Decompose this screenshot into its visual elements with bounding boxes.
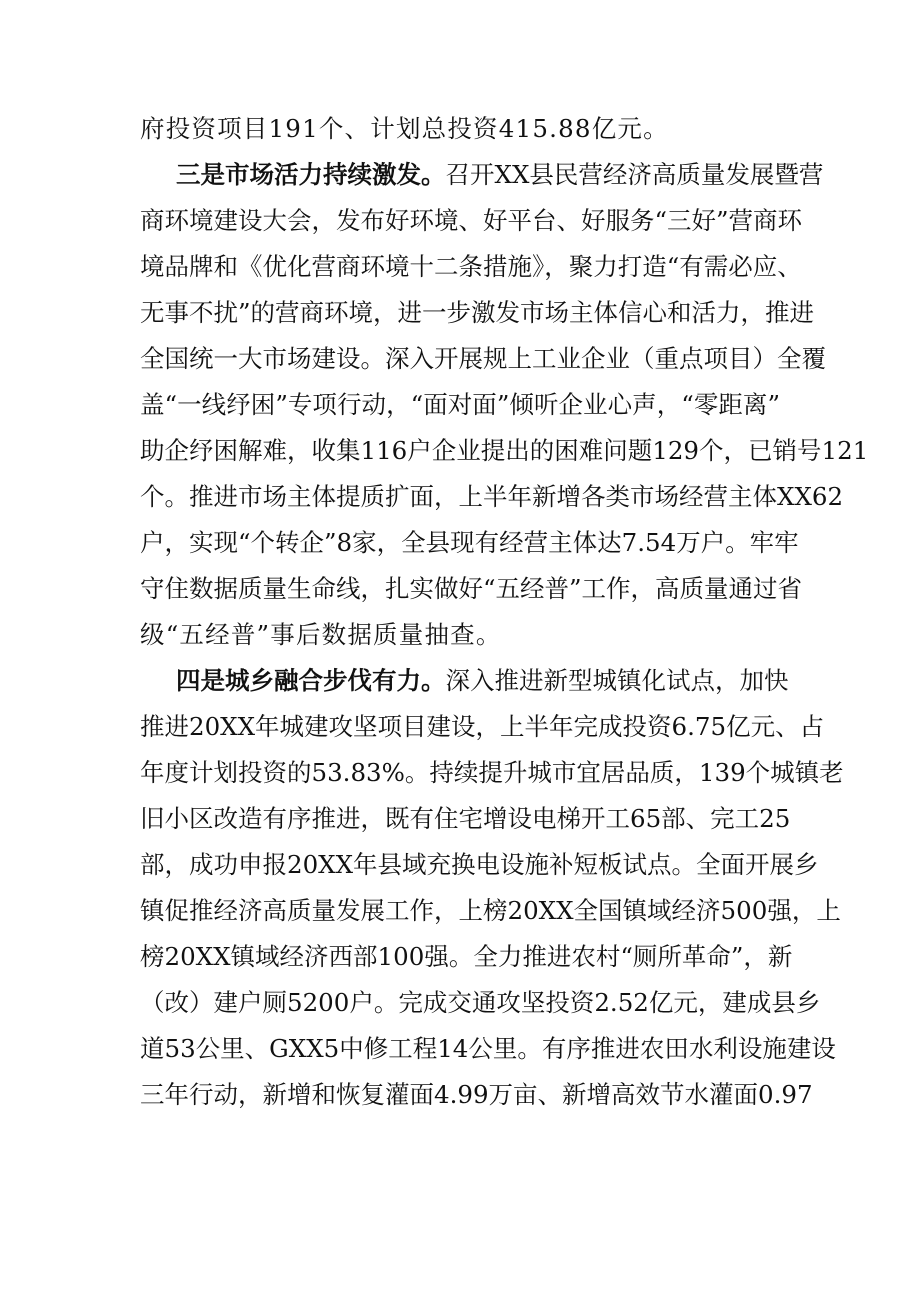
paragraph-lead: 三是市场活力持续激发。 <box>176 160 446 189</box>
text-line: 守住数据质量生命线，扎实做好“五经普”工作，高质量通过省 <box>140 574 803 603</box>
paragraph-lead: 四是城乡融合步伐有力。 <box>176 666 446 695</box>
paragraph-first-line <box>140 658 789 704</box>
text-line: 无事不扰”的营商环境，进一步激发市场主体信心和活力，推进 <box>140 298 815 327</box>
text-line: 盖“一线纾困”专项行动，“面对面”倾听企业心声，“零距离” <box>140 390 780 419</box>
paragraph-first-rest: 深入推进新型城镇化试点，加快 <box>445 666 789 695</box>
paragraph-first-line <box>140 152 824 198</box>
text-line: 镇促推经济高质量发展工作，上榜20XX全国镇域经济500强，上 <box>140 896 841 925</box>
text-line: 个。推进市场主体提质扩面，上半年新增各类市场经营主体XX62 <box>140 482 844 511</box>
text-line: 境品牌和《优化营商环境十二条措施》，聚力打造“有需必应、 <box>140 252 802 281</box>
document-page <box>140 106 869 1118</box>
text-line: 榜20XX镇域经济西部100强。全力推进农村“厕所革命”，新 <box>140 942 793 971</box>
text-line: 府投资项目191个、计划总投资415.88亿元。 <box>140 114 669 143</box>
text-line: 全国统一大市场建设。深入开展规上工业企业（重点项目）全覆 <box>140 344 826 373</box>
text-line: 商环境建设大会，发布好环境、好平台、好服务“三好”营商环 <box>140 206 803 235</box>
paragraph-2 <box>140 152 869 658</box>
text-line: 户，实现“个转企”8家，全县现有经营主体达7.54万户。牢牢 <box>140 528 799 557</box>
text-line: 三年行动，新增和恢复灌面4.99万亩、新增高效节水灌面0.97 <box>140 1080 813 1109</box>
text-line: 助企纾困解难，收集116户企业提出的困难问题129个，已销号121 <box>140 436 869 465</box>
text-line: 推进20XX年城建攻坚项目建设，上半年完成投资6.75亿元、占 <box>140 712 825 741</box>
paragraph-3 <box>140 658 844 1118</box>
text-line: 年度计划投资的53.83%。持续提升城市宜居品质，139个城镇老 <box>140 758 844 787</box>
text-line: 道53公里、GXX5中修工程14公里。有序推进农田水利设施建设 <box>140 1034 836 1063</box>
paragraph-1 <box>140 106 780 152</box>
paragraph-first-rest: 召开XX县民营经济高质量发展暨营 <box>445 160 824 189</box>
text-line: 旧小区改造有序推进，既有住宅增设电梯开工65部、完工25 <box>140 804 791 833</box>
text-line: （改）建户厕5200户。完成交通攻坚投资2.52亿元，建成县乡 <box>140 988 821 1017</box>
text-line: 级“五经普”事后数据质量抽查。 <box>140 620 502 649</box>
text-line: 部，成功申报20XX年县域充换电设施补短板试点。全面开展乡 <box>140 850 819 879</box>
